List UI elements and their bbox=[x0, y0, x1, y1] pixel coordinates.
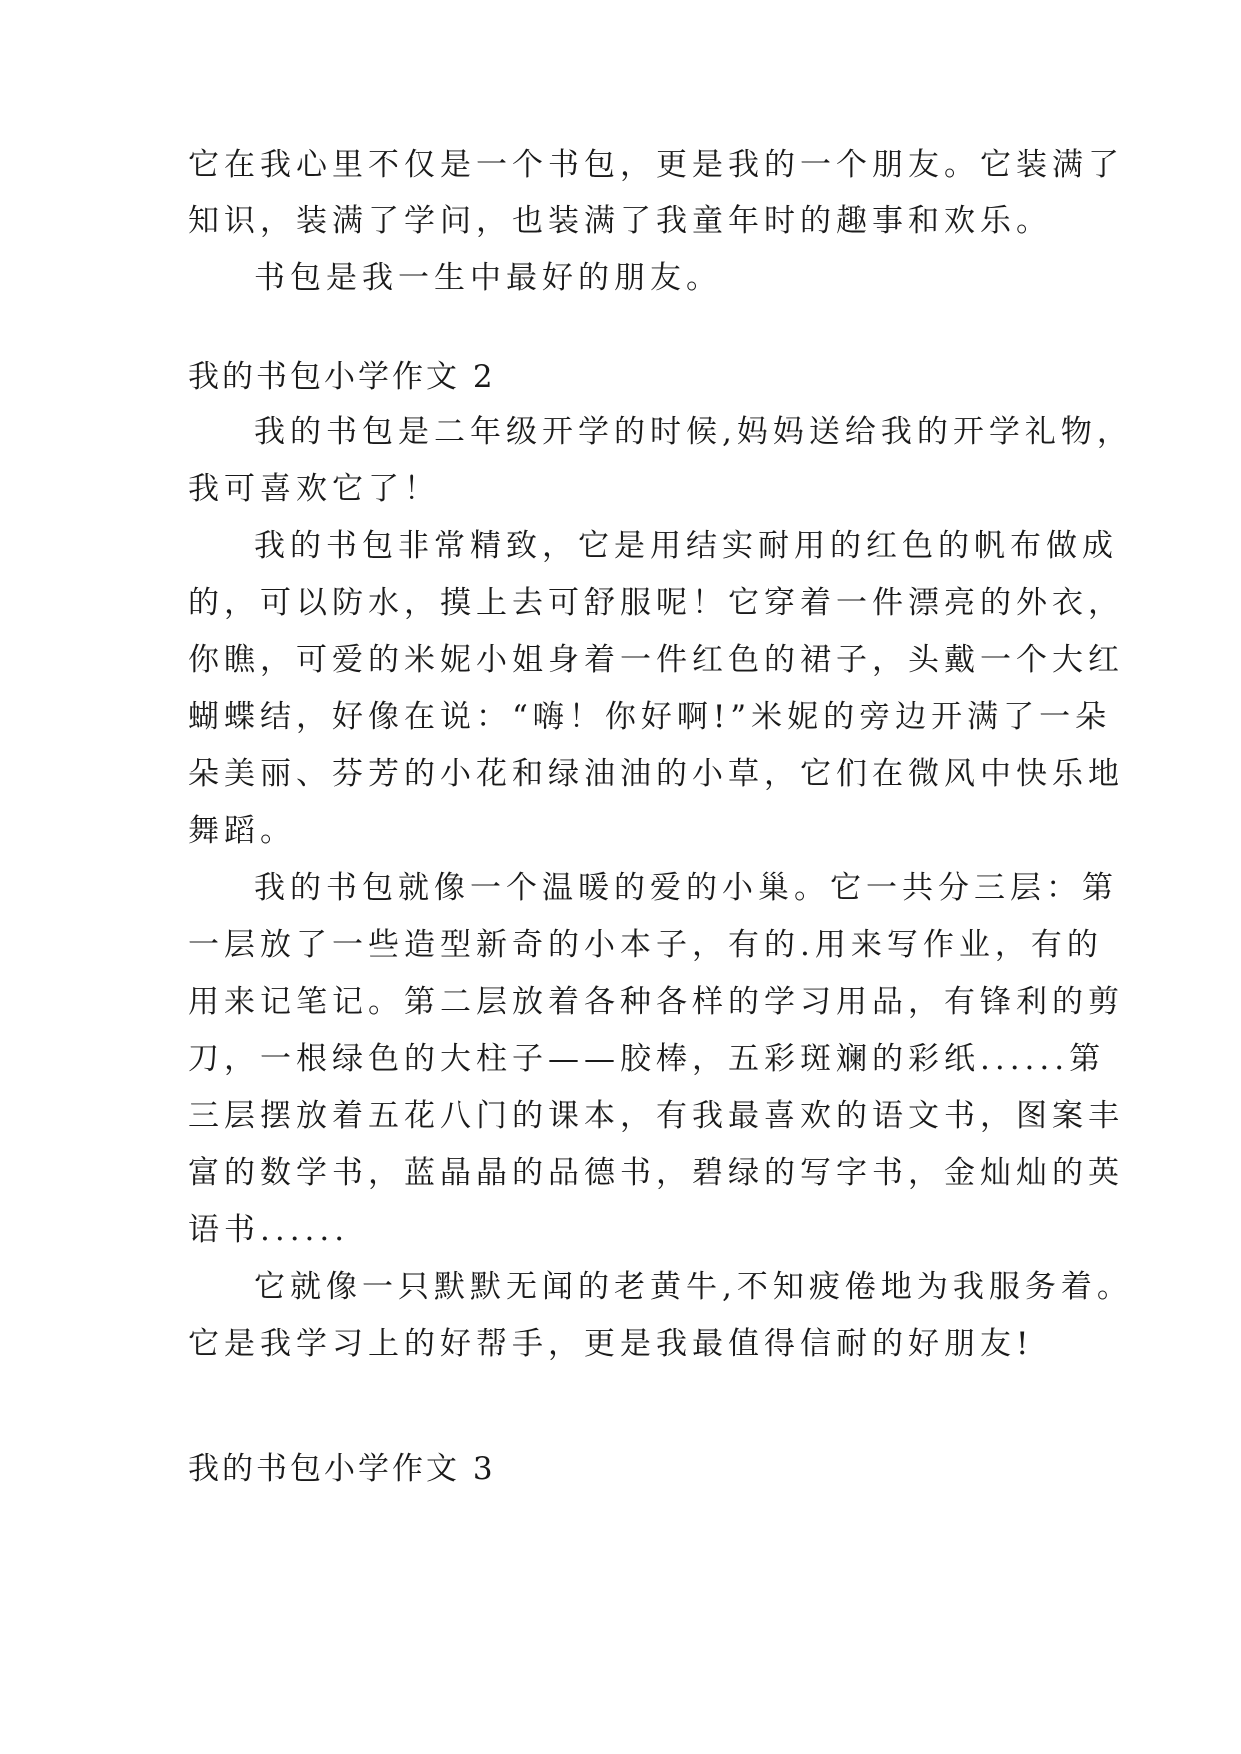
text-line: 三层摆放着五花八门的课本，有我最喜欢的语文书，图案丰 bbox=[188, 1098, 1124, 1134]
text-line: 知识，装满了学问，也装满了我童年时的趣事和欢乐。 bbox=[188, 203, 1052, 239]
text-line: 舞蹈。 bbox=[188, 813, 296, 849]
text-line: 它在我心里不仅是一个书包，更是我的一个朋友。它装满了 bbox=[188, 147, 1124, 183]
text-line: 蝴蝶结，好像在说：“嗨！你好啊!”米妮的旁边开满了一朵 bbox=[188, 699, 1112, 735]
text-line: 我可喜欢它了！ bbox=[188, 471, 440, 507]
text-line: 书包是我一生中最好的朋友。 bbox=[254, 260, 722, 296]
text-line: 语书...... bbox=[188, 1212, 350, 1248]
section-heading: 我的书包小学作文 3 bbox=[188, 1451, 496, 1487]
text-line: 刀，一根绿色的大柱子——胶棒，五彩斑斓的彩纸......第 bbox=[188, 1041, 1106, 1077]
text-line: 我的书包就像一个温暖的爱的小巢。它一共分三层：第 bbox=[254, 870, 1118, 906]
text-line: 一层放了一些造型新奇的小本子，有的.用来写作业，有的 bbox=[188, 927, 1103, 963]
text-line: 我的书包非常精致，它是用结实耐用的红色的帆布做成 bbox=[254, 528, 1118, 564]
text-line: 的，可以防水，摸上去可舒服呢！它穿着一件漂亮的外衣， bbox=[188, 585, 1124, 621]
text-line: 它就像一只默默无闻的老黄牛,不知疲倦地为我服务着。 bbox=[254, 1269, 1133, 1305]
section-heading: 我的书包小学作文 2 bbox=[188, 359, 496, 395]
text-line: 它是我学习上的好帮手，更是我最值得信耐的好朋友! bbox=[188, 1326, 1034, 1362]
text-line: 我的书包是二年级开学的时候,妈妈送给我的开学礼物， bbox=[254, 414, 1133, 450]
text-line: 你瞧，可爱的米妮小姐身着一件红色的裙子，头戴一个大红 bbox=[188, 642, 1124, 678]
text-line: 朵美丽、芬芳的小花和绿油油的小草，它们在微风中快乐地 bbox=[188, 756, 1124, 792]
text-line: 富的数学书，蓝晶晶的品德书，碧绿的写字书，金灿灿的英 bbox=[188, 1155, 1124, 1191]
text-line: 用来记笔记。第二层放着各种各样的学习用品，有锋利的剪 bbox=[188, 984, 1124, 1020]
